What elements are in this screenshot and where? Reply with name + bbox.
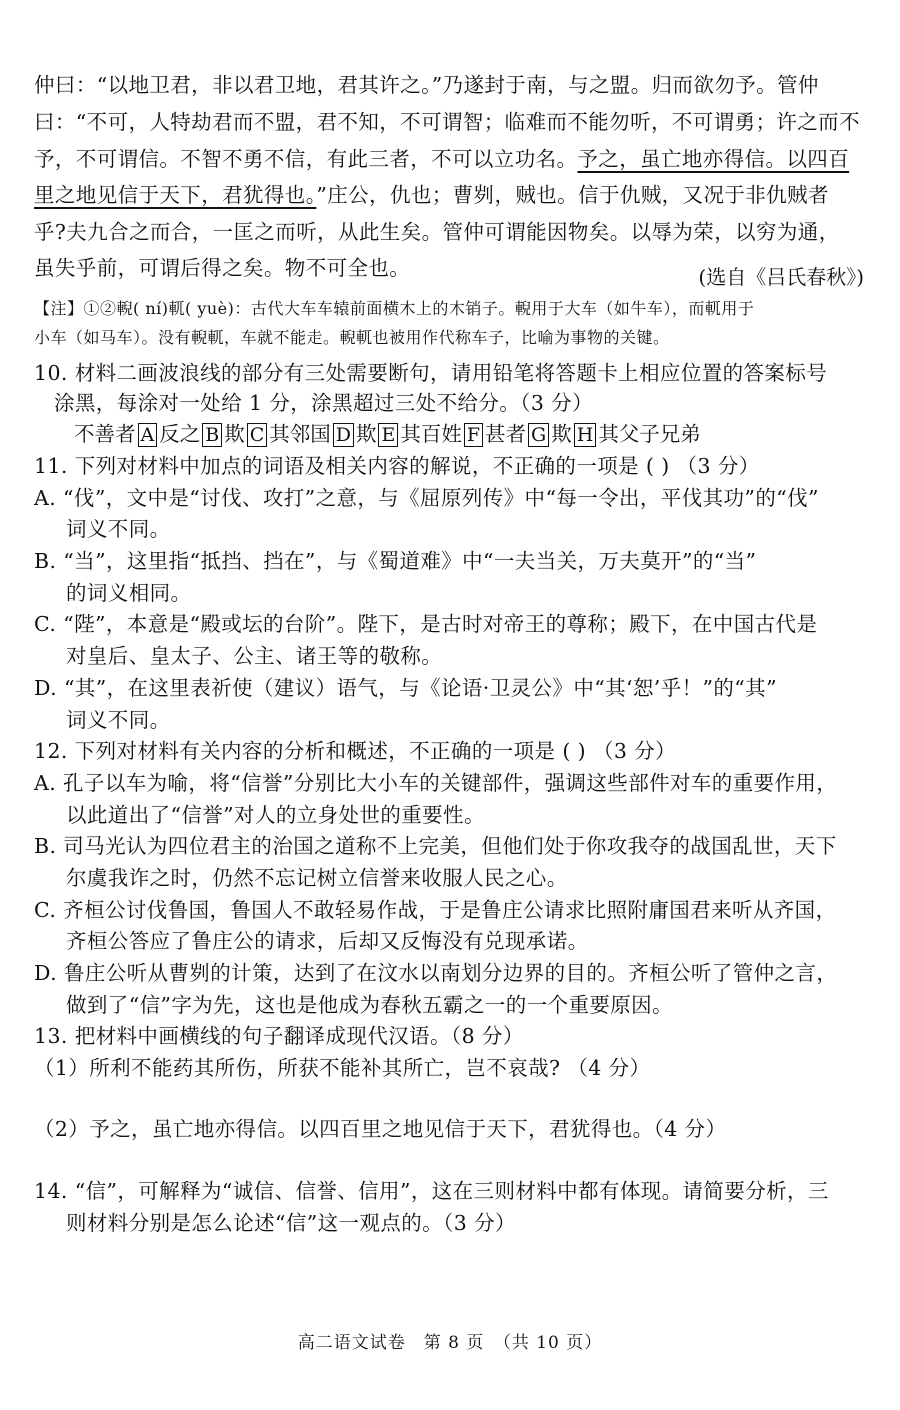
question-10-stem: 涂黑，每涂对一处给 1 分，涂黑超过三处不给分。（3 分） (54, 391, 593, 415)
segment-text: 欺 (355, 422, 377, 446)
passage-line (34, 144, 870, 174)
segment-text: 欺 (224, 422, 245, 446)
passage-line: 仲曰：“以地卫君，非以君卫地，君其许之。”乃遂封于南，与之盟。归而欲勿予。管仲 (34, 73, 819, 97)
passage-line: 虽失乎前，可谓后得之矣。物不可全也。 (34, 256, 411, 280)
passage-line: 乎?夫九合之而合，一匡之而听，从此生矣。管仲可谓能因物矣。以辱为荣，以穷为通， (34, 220, 840, 244)
annotation-note: 【注】①②輗( ní)軏( yuè)：古代大车车辕前面横木上的木销子。輗用于大车（如牛车），而軏用于 (34, 299, 755, 318)
underlined-sentence: 里之地见信于天下，君犹得也。 (34, 183, 317, 207)
segment-text: 其百姓 (400, 422, 462, 446)
option-d: D. 鲁庄公听从曹刿的计策，达到了在汶水以南划分边界的目的。齐桓公听了管仲之言， (34, 961, 838, 985)
question-14-stem: 则材料分别是怎么论述“信”这一观点的。（3 分） (66, 1211, 516, 1235)
segment-text: 欺 (551, 422, 572, 446)
segment-text: 甚者 (485, 422, 527, 446)
break-option-H[interactable]: H (574, 423, 597, 447)
option-b: 尔虞我诈之时，仍然不忘记树立信誉来收服人民之心。 (66, 866, 568, 890)
segment-text: 不善者 (74, 422, 136, 446)
passage-line: 曰：“不可，人特劫君而不盟，君不知，不可谓智；临难而不能勿听，不可谓勇；许之而不 (34, 110, 860, 134)
option-a: 词义不同。 (66, 517, 171, 541)
page-footer: 高二语文试卷 第 8 页 （共 10 页） (297, 1333, 603, 1353)
translation-item-2: （2）予之，虽亡地亦得信。以四百里之地见信于天下，君犹得也。（4 分） (34, 1117, 727, 1141)
passage-line (34, 180, 870, 210)
option-b: B. “当”，这里指“抵挡、挡在”，与《蜀道难》中“一夫当关，万夫莫开”的“当” (34, 549, 757, 573)
question-10-stem: 10. 材料二画波浪线的部分有三处需要断句，请用铅笔将答题卡上相应位置的答案标号 (34, 361, 828, 385)
break-option-B[interactable]: B (202, 423, 222, 447)
break-option-G[interactable]: G (528, 423, 549, 447)
segment-text: 其父子兄弟 (598, 422, 701, 446)
segment-text: 反之 (159, 422, 201, 446)
option-b: 的词义相同。 (66, 581, 192, 605)
passage-text: ”庄公，仇也；曹刿，贼也。信于仇贼，又况于非仇贼者 (316, 183, 829, 207)
option-d: 词义不同。 (66, 708, 171, 732)
sentence-break-options (74, 419, 701, 449)
annotation-note: 小车（如马车）。没有輗軏，车就不能走。輗軏也被用作代称车子，比喻为事物的关键。 (34, 328, 670, 347)
passage-source: (选自《吕氏春秋》) (698, 265, 864, 289)
option-a: A. “伐”，文中是“讨伐、攻打”之意，与《屈原列传》中“每一令出，平伐其功”的“伐” (34, 486, 819, 510)
option-a: A. 孔子以车为喻，将“信誉”分别比大小车的关键部件，强调这些部件对车的重要作用， (34, 771, 838, 795)
segment-text: 其邻国 (269, 422, 331, 446)
underlined-sentence: 予之，虽亡地亦得信。以四百 (577, 147, 850, 171)
break-option-D[interactable]: D (333, 423, 354, 447)
translation-item-1: （1）所利不能药其所伤，所获不能补其所亡，岂不哀哉? （4 分） (34, 1056, 651, 1080)
option-d: D. “其”，在这里表祈使（建议）语气，与《论语·卫灵公》中“其‘恕’乎！”的“其” (34, 676, 777, 700)
question-14-stem: 14. “信”，可解释为“诚信、信誉、信用”，这在三则材料中都有体现。请简要分析，三 (34, 1179, 829, 1203)
break-option-A[interactable]: A (138, 423, 158, 447)
option-c: C. “陛”，本意是“殿或坛的台阶”。陛下，是古时对帝王的尊称；殿下，在中国古代是 (34, 612, 818, 636)
option-a: 以此道出了“信誉”对人的立身处世的重要性。 (66, 803, 485, 827)
break-option-F[interactable]: F (464, 423, 483, 447)
option-c: 对皇后、皇太子、公主、诸王等的敬称。 (66, 644, 443, 668)
option-b: B. 司马光认为四位君主的治国之道称不上完美，但他们处于你攻我夺的战国乱世，天下 (34, 834, 837, 858)
question-12-stem: 12. 下列对材料有关内容的分析和概述，不正确的一项是 ( ) （3 分） (34, 739, 677, 763)
option-c: C. 齐桓公讨伐鲁国，鲁国人不敢轻易作战，于是鲁庄公请求比照附庸国君来听从齐国， (34, 898, 837, 922)
option-c: 齐桓公答应了鲁庄公的请求，后却又反悔没有兑现承诺。 (66, 929, 589, 953)
break-option-C[interactable]: C (247, 423, 268, 447)
option-d: 做到了“信”字为先，这也是他成为春秋五霸之一的一个重要原因。 (66, 993, 673, 1017)
question-11-stem: 11. 下列对材料中加点的词语及相关内容的解说，不正确的一项是 ( ) （3 分） (34, 454, 760, 478)
question-13-stem: 13. 把材料中画横线的句子翻译成现代汉语。（8 分） (34, 1024, 524, 1048)
passage-text: 予，不可谓信。不智不勇不信，有此三者，不可以立功名。 (34, 147, 578, 171)
break-option-E[interactable]: E (378, 423, 398, 447)
